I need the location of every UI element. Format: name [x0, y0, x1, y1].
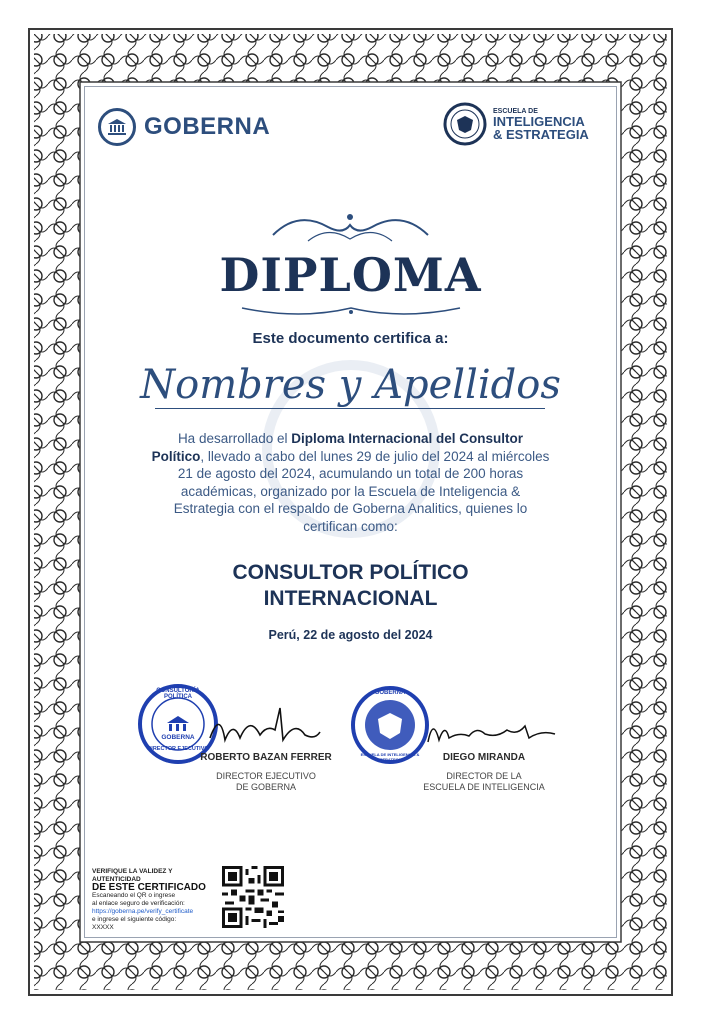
escuela-line2: INTELIGENCIA: [493, 113, 585, 129]
escuela-line1: ESCUELA DE: [493, 107, 538, 115]
escuela-logo: [443, 102, 589, 146]
signature-block-roberto: [186, 752, 346, 793]
verify-link[interactable]: https://goberna.pe/verify_certificate: [92, 908, 194, 915]
verify-instruction2: al enlace seguro de verificación:: [92, 900, 185, 907]
goberna-logo: [98, 108, 270, 146]
award-title: [0, 560, 701, 612]
right-seal-bottom-text: ESCUELA DE INTELIGENCIA & ESTRATEGIA: [360, 752, 420, 762]
escuela-crest-icon: [443, 102, 487, 146]
goberna-logo-text: GOBERNA: [144, 113, 271, 140]
qr-code[interactable]: [222, 866, 284, 928]
verify-title: DE ESTE CERTIFICADO: [92, 882, 206, 893]
body-part2: , llevado a cabo del lunes 29 de julio del 2024 al miércoles 21 de agosto del 2024, acumulando un total de 200 horas académicas, organizado por la Escuela de Inteligencia & Estrategia con el respaldo de Goberna Analitics, quienes lo certifican como:: [173, 448, 550, 534]
signature-block-diego: [404, 752, 564, 793]
right-seal-top-text: GOBERNA: [374, 690, 406, 696]
award-line1: CONSULTOR POLÍTICO: [232, 561, 469, 584]
title-flourish-bottom: [240, 300, 462, 320]
signer-name: ROBERTO BAZAN FERRER: [200, 752, 332, 763]
signer-role-line1: DIRECTOR EJECUTIVO: [216, 771, 316, 781]
left-seal-bottom-text: DIRECTOR EJECUTIVO: [147, 746, 209, 752]
signer-role-line2: ESCUELA DE INTELIGENCIA: [423, 782, 545, 792]
escuela-line3: & ESTRATEGIA: [493, 126, 589, 142]
verify-instruction3: e ingrese el siguiente código:: [92, 916, 177, 923]
body-part1: Ha desarrollado el: [177, 431, 292, 446]
award-line2: INTERNACIONAL: [263, 587, 438, 610]
title-flourish-top: [268, 205, 433, 249]
verify-header: VERIFIQUE LA VALIDEZ Y AUTENTICIDAD: [92, 868, 173, 883]
signature-diego: [425, 712, 560, 752]
issue-date: Perú, 22 de agosto del 2024: [268, 628, 433, 642]
signature-roberto: [205, 700, 325, 755]
verify-instruction1: Escaneando el QR o ingrese: [92, 892, 176, 899]
signer-role-line1: DIRECTOR DE LA: [446, 771, 522, 781]
left-seal-center-text: GOBERNA: [161, 734, 195, 741]
signer-role-line2: DE GOBERNA: [235, 782, 296, 792]
verify-code: XXXXX: [92, 924, 114, 931]
signer-name: DIEGO MIRANDA: [442, 752, 526, 763]
recipient-name: Nombres y Apellidos: [140, 362, 561, 408]
diploma-title: DIPLOMA: [219, 248, 482, 302]
building-icon: [98, 108, 136, 146]
certifies-label: Este documento certifica a:: [252, 330, 449, 347]
certificate-body: [150, 430, 551, 535]
program-name: Diploma Internacional del Consultor Político: [151, 431, 524, 464]
verification-info: [92, 868, 218, 932]
name-underline: [155, 408, 545, 409]
left-seal-top-text: CONSULTORÍA POLÍTICA: [156, 688, 200, 700]
